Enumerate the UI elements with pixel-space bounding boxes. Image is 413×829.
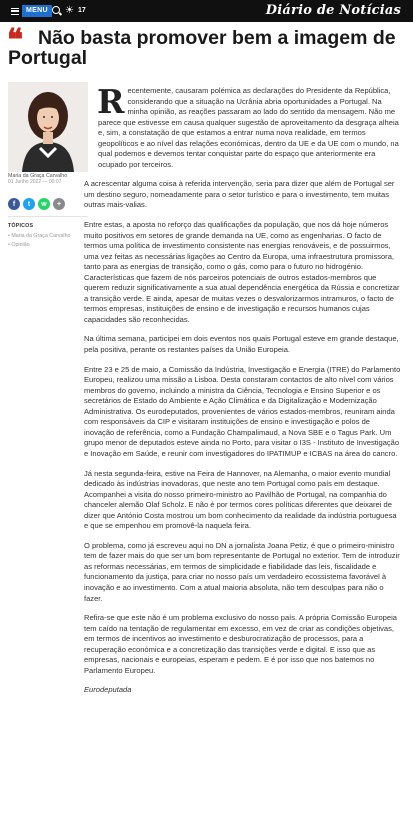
menu-button[interactable]: MENU [22,5,52,17]
paragraph: Na última semana, participei em dois eventos nos quais Portugal esteve em grande destaque, pela positiva, perante os restantes países da União Europeia. [84,334,399,355]
publish-date: 01 Junho 2022 — 00:07 [8,179,62,185]
hamburger-menu-icon[interactable] [7,5,23,17]
topic-link[interactable]: • Opinião [8,242,30,248]
paragraph: Refira-se que este não é um problema exclusivo do nosso país. A própria Comissão Europeia tem caído na tentação de regulamentar em excesso, em vez de criar as condições objetivas, em termos de incentivos ao investimento e desburocratização de processos, para a recuperação económica e a concretização das transições verde e digital. E isso que as empresas, nacionais e europeias, esperam e pedem. E é por isso que nos batemos no Parlamento Europeu. [84,613,397,675]
author-photo [8,82,88,172]
brand-logo[interactable]: Diário de Notícias [265,3,401,18]
search-icon[interactable] [52,6,60,14]
paragraph: O problema, como já escreveu aqui no DN a jornalista Joana Petiz, é que o primeiro-ministro tem de fazer mais do que ser um bom representante de Portugal no exterior. Tem de introduzir as reformas necessárias, em termos de simplicidade e fiabilidade das leis, fiscalidade e funcionamento da justiça, para criar no nosso país um verdadeiro ecossistema favorável à inovação e ao investimento. Com a atual maioria absoluta, não tem desculpas para não o fazer. [84,540,400,603]
author-name[interactable]: Maria da Graça Carvalho [8,173,68,179]
topics-heading: TÓPICOS [8,223,34,229]
paragraph: Recentemente, causaram polémica as declarações do Presidente da República, considerando que a situação na Ucrânia abria oportunidades a Portugal. Na minha opinião, as reações passaram ao lado do sentido da mensagem. Não me parece que estivesse em causa qualquer sugestão de aproveitamento da desgraça alheia e, sim, a constatação de que estamos a entrar numa nova realidade, em termos geopolíticos e ao nível das relações económicas, dentro da UE e da UE com o mundo, na qual podemos e devemos tentar conquistar parte do espaço que anteriormente era ocupado por terceiros. [97,82,399,169]
paragraph: Entre 23 e 25 de maio, a Comissão da Indústria, Investigação e Energia (ITRE) do Parlamento Europeu, realizou uma missão a Lisboa. Desta constaram contactos de alto nível com vários membros do governo, incluindo a ministra da Ciência, Tecnologia e Ensino Superior e os secretários de Estado do Ambiente e Ação Climática e da Digitalização e Modernização Administrativa. Os eurodeputados, provenientes de vários estados-membros, reuniram ainda com responsáveis da CIP e visitaram instituições de ensino e investigação e polos de inovação de referência, como a Fundação Champalimaud, a Nova SBE e o Tagus Park. Um grupo menor de deputados esteve ainda no Porto, para visitar o I3S - Instituto de Investigação e Inovação em Saúde, e reunir com investigadores do IPATIMUP e ICBAS na área do cancro. [84,364,401,458]
paragraph: Entre estas, a aposta no reforço das qualificações da população, que nos dá hoje números muito positivos em setores de grande demanda na UE, como as engenharias. O facto de termos uma política de investimento consistente nas energias renováveis, e de possuirmos, uma vez feitas as necessárias ligações ao Centro da Europa, uma infraestrutura promissora, tanto para as energias de transição, como o gás, como para o futuro no hidrogénio. Características que fazem de nós parceiros potenciais de outros estados-membros que querem reduzir significativamente a sua atual dependência energética da Rússia e concretizar a transição verde. E ainda, apesar de muitas vezes o desvalorizarmos intramuros, o facto de termos empresas, instituições de ensino e de investigação e recursos humanos cujas capacidades são reconhecidas. [84,220,400,324]
temperature-value: 17 [78,7,86,14]
paragraph: Já nesta segunda-feira, estive na Feira de Hannover, na Alemanha, o maior evento mundial dedicado às indústrias inovadoras, que neste ano tem Portugal como país em destaque. Acompanhei a visita do nosso primeiro-ministro ao Pavilhão de Portugal, na companhia do chanceler alemão Olaf Scholz. E não é por termos cores políticas diferentes que deixarei de dizer que António Costa mostrou um bom conhecimento da realidade da indústria portuguesa e que se empenhou em promovê-la naquela feira. [84,468,397,531]
top-navigation-bar [0,0,413,22]
twitter-icon[interactable]: t [23,198,35,210]
weather-sun-icon: ☀ [65,5,74,16]
topic-link[interactable]: • Maria da Graça Carvalho [8,233,71,239]
quote-mark-icon: ❝ [7,23,24,58]
share-buttons [8,198,65,210]
divider [8,216,88,217]
author-signature: Eurodeputada [84,685,132,695]
article-title: Não basta promover bem a imagem de Portugal [8,27,396,69]
paragraph: A acrescentar alguma coisa à referida intervenção, seria para dizer que além de Portugal ser um destino seguro, nomeadamente para o setor turístico e para o investimento, tem muitas outras mais-valias. [84,179,395,210]
article-body [84,82,402,705]
whatsapp-icon[interactable]: w [38,198,50,210]
drop-cap: R [97,82,125,121]
more-icon[interactable]: + [53,198,65,210]
facebook-icon[interactable]: f [8,198,20,210]
